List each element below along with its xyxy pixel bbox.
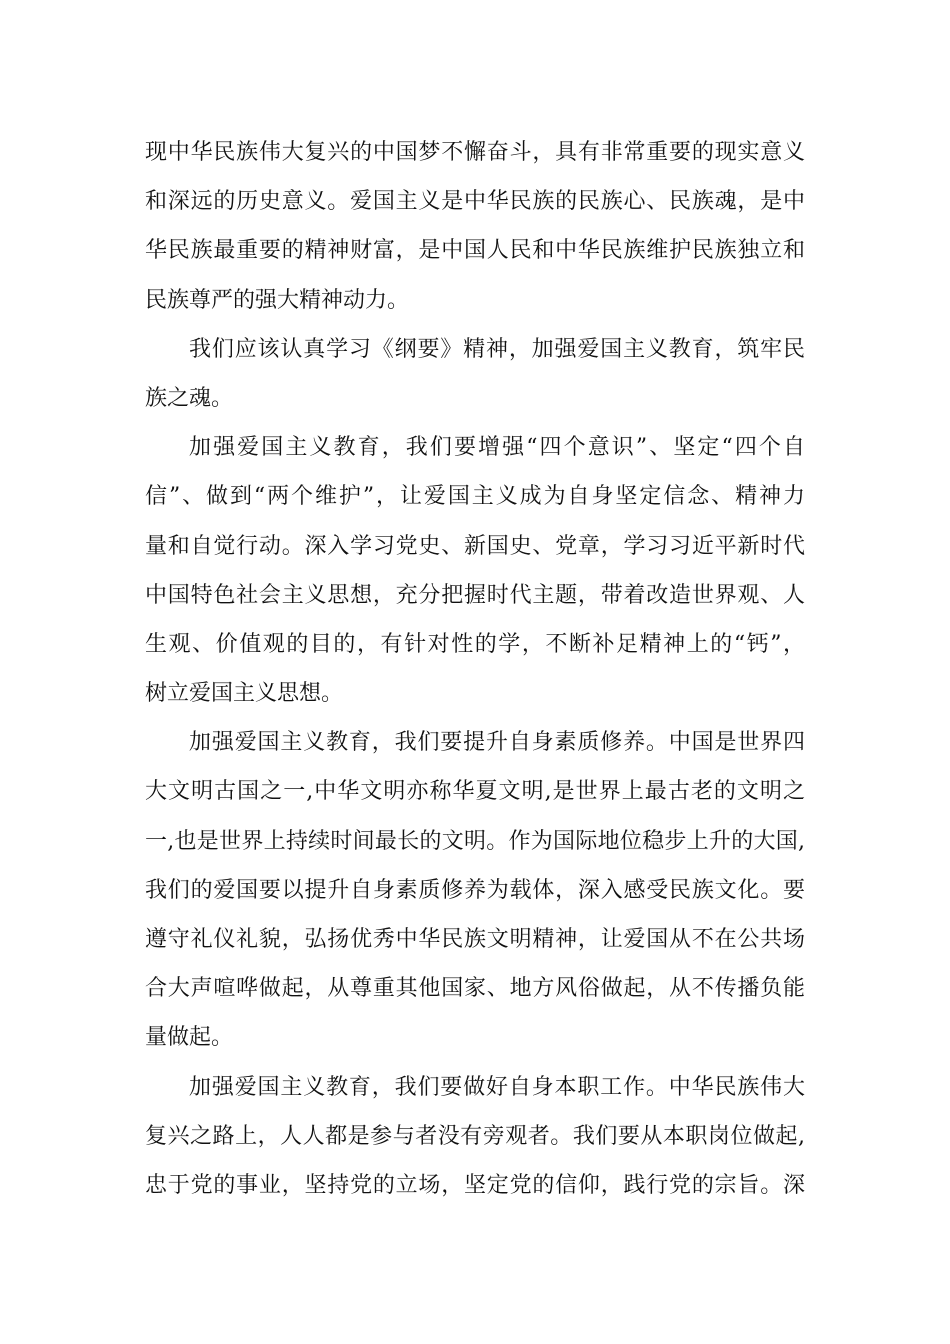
text-line: 复兴之路上，人人都是参与者没有旁观者。我们要从本职岗位做起, [145,1123,805,1149]
document-body [145,128,805,1210]
text-line: 合大声喧哗做起，从尊重其他国家、地方风俗做起，从不传播负能 [145,976,805,1002]
text-line: 华民族最重要的精神财富，是中国人民和中华民族维护民族独立和 [145,238,805,264]
text-line: 遵守礼仪礼貌，弘扬优秀中华民族文明精神，让爱国从不在公共场 [145,927,805,952]
text-line: 大文明古国之一,中华文明亦称华夏文明,是世界上最古老的文明之 [145,779,805,805]
text-line: 加强爱国主义教育，我们要提升自身素质修养。中国是世界四 [189,730,805,756]
text-line: 加强爱国主义教育，我们要做好自身本职工作。中华民族伟大 [189,1074,805,1100]
text-line: 族之魂。 [145,385,234,411]
text-line: 量和自觉行动。深入学习党史、新国史、党章，学习习近平新时代 [145,533,805,559]
text-line: 忠于党的事业，坚持党的立场，坚定党的信仰，践行党的宗旨。深 [145,1172,805,1198]
text-line: 现中华民族伟大复兴的中国梦不懈奋斗，具有非常重要的现实意义 [145,140,805,165]
text-line: 中国特色社会主义思想，充分把握时代主题，带着改造世界观、人 [145,582,805,608]
text-line: 和深远的历史意义。爱国主义是中华民族的民族心、民族魂，是中 [145,189,805,215]
text-line: 信”、做到“两个维护”，让爱国主义成为自身坚定信念、精神力 [145,484,805,510]
text-line: 量做起。 [145,1025,234,1051]
text-line: 生观、价值观的目的，有针对性的学，不断补足精神上的“钙”， [145,631,805,657]
text-line: 民族尊严的强大精神动力。 [145,287,410,313]
text-line: 树立爱国主义思想。 [145,681,344,707]
text-line: 我们的爱国要以提升自身素质修养为载体，深入感受民族文化。要 [145,877,805,903]
text-line: 我们应该认真学习《纲要》精神，加强爱国主义教育，筑牢民 [189,336,805,362]
text-line: 一,也是世界上持续时间最长的文明。作为国际地位稳步上升的大国, [145,828,805,854]
text-line: 加强爱国主义教育，我们要增强“四个意识”、坚定“四个自 [189,435,805,461]
